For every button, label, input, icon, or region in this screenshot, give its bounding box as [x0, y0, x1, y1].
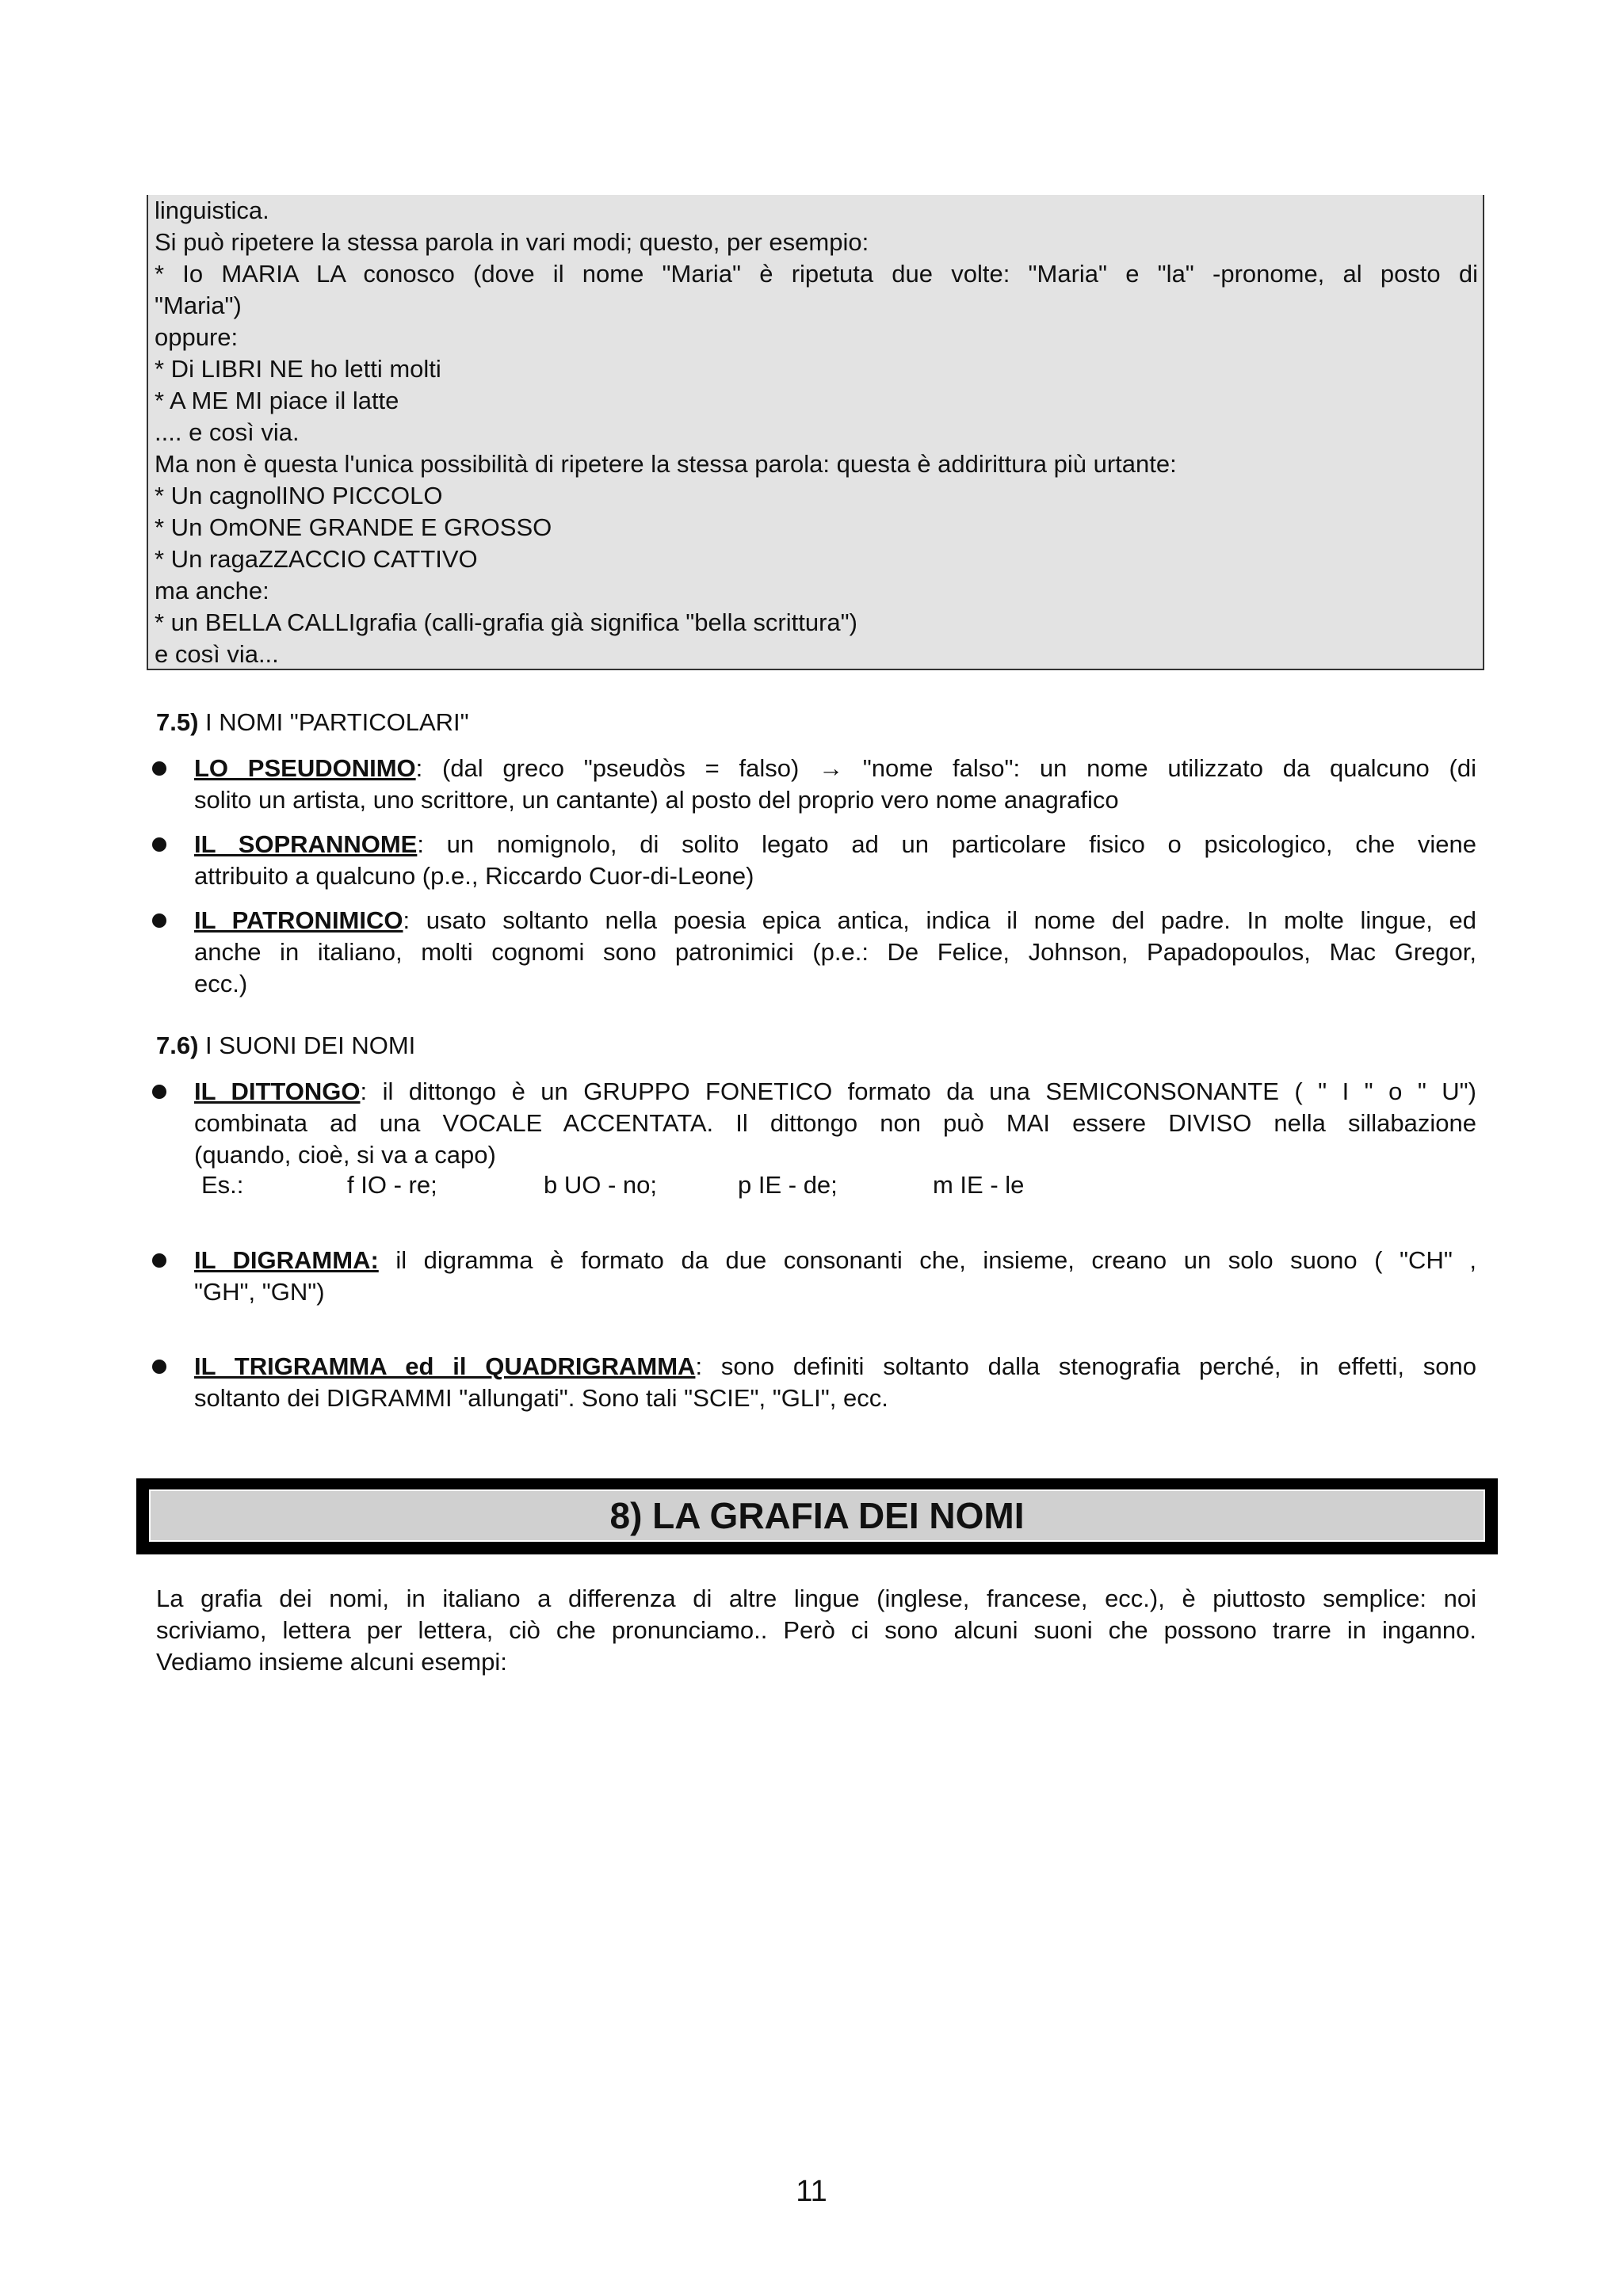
term-text: attribuito a qualcuno (p.e., Riccardo Cuor-di-Leone) [194, 862, 754, 890]
example-label: Es.: [201, 1171, 244, 1199]
term-label: IL DIGRAMMA: [194, 1246, 379, 1274]
bullet-icon [152, 1253, 166, 1268]
list-item [194, 905, 1476, 1000]
list-item [194, 753, 1476, 816]
term-text: : sono definiti soltanto dalla stenografia perché, in effetti, sono [695, 1352, 1476, 1380]
term-text: : il dittongo è un GRUPPO FONETICO formato da una SEMICONSONANTE ( " I " o " U") [360, 1077, 1477, 1105]
term-text: (quando, cioè, si va a capo) [194, 1141, 496, 1169]
box-line: .... e così via. [155, 418, 300, 446]
list-item [194, 1076, 1476, 1171]
term-label: IL PATRONIMICO [194, 906, 403, 934]
term-text: "GH", "GN") [194, 1278, 325, 1306]
term-label: IL TRIGRAMMA ed il QUADRIGRAMMA [194, 1352, 696, 1380]
box-line: oppure: [155, 323, 239, 351]
section-heading-7-6 [156, 1030, 415, 1062]
box-line: ma anche: [155, 577, 269, 605]
term-text: il digramma è formato da due consonanti che, insieme, creano un solo suono ( "CH" , [378, 1246, 1476, 1274]
term-text: solito un artista, uno scrittore, un cantante) al posto del proprio vero nome anagrafico [194, 786, 1119, 814]
box-line: Si può ripetere la stessa parola in vari modi; questo, per esempio: [155, 228, 869, 256]
term-text: : un nomignolo, di solito legato ad un particolare fisico o psicologico, che viene [417, 830, 1477, 858]
term-text: : (dal greco "pseudòs = falso) → "nome falso": un nome utilizzato da qualcuno (di [415, 754, 1476, 782]
box-line: * un BELLA CALLIgrafia (calli-grafia già significa "bella scrittura") [155, 608, 857, 636]
term-text: combinata ad una VOCALE ACCENTATA. Il dittongo non può MAI essere DIVISO nella sillabazione [194, 1109, 1476, 1137]
bullet-icon [152, 837, 166, 852]
term-label: LO PSEUDONIMO [194, 754, 416, 782]
chapter-title: 8) LA GRAFIA DEI NOMI [609, 1495, 1025, 1536]
paragraph-line: Vediamo insieme alcuni esempi: [156, 1648, 507, 1676]
box-line: Ma non è questa l'unica possibilità di ripetere la stessa parola: questa è addirittura più urtante: [155, 450, 1177, 478]
term-text: anche in italiano, molti cognomi sono patronimici (p.e.: De Felice, Johnson, Papadopoulos, Mac Gregor, [194, 938, 1476, 966]
box-line: linguistica. [155, 196, 269, 224]
bullet-icon [152, 1360, 166, 1374]
box-line: "Maria") [155, 292, 242, 319]
box-line: e così via... [155, 640, 279, 668]
section-heading-7-5 [156, 707, 469, 738]
section-title: I NOMI "PARTICOLARI" [198, 708, 469, 736]
paragraph-line: La grafia dei nomi, in italiano a differenza di altre lingue (inglese, francese, ecc.), è piuttosto semplice: noi [156, 1585, 1476, 1612]
box-line: * Un cagnolINO PICCOLO [155, 482, 443, 509]
example-syllables: m IE - le [933, 1171, 1025, 1199]
bullet-icon [152, 1085, 166, 1099]
box-line: * Io MARIA LA conosco (dove il nome "Maria" è ripetuta due volte: "Maria" e "la" -pronome, al posto di [155, 260, 1478, 288]
box-line: * A ME MI piace il latte [155, 387, 399, 414]
box-line: * Un ragaZZACCIO CATTIVO [155, 545, 478, 573]
list-item [194, 1351, 1476, 1414]
intro-paragraph [156, 1583, 1476, 1678]
term-text: soltanto dei DIGRAMMI "allungati". Sono tali "SCIE", "GLI", ecc. [194, 1384, 888, 1412]
list-item [194, 829, 1476, 892]
bullet-icon [152, 761, 166, 776]
paragraph-line: scriviamo, lettera per lettera, ciò che pronunciamo.. Però ci sono alcuni suoni che possono trarre in inganno. [156, 1616, 1476, 1644]
term-label: IL SOPRANNOME [194, 830, 418, 858]
box-line: * Di LIBRI NE ho letti molti [155, 355, 441, 383]
page-number: 11 [796, 2175, 827, 2208]
bullet-icon [152, 913, 166, 928]
list-item [194, 1245, 1476, 1308]
box-line: * Un OmONE GRANDE E GROSSO [155, 513, 552, 541]
term-label: IL DITTONGO [194, 1077, 361, 1105]
example-syllables: f IO - re; [347, 1171, 437, 1199]
term-text: ecc.) [194, 970, 248, 997]
section-title: I SUONI DEI NOMI [198, 1032, 416, 1059]
example-syllables: b UO - no; [544, 1171, 657, 1199]
example-syllables: p IE - de; [738, 1171, 838, 1199]
term-text: : usato soltanto nella poesia epica antica, indica il nome del padre. In molte lingue, ed [403, 906, 1476, 934]
section-number: 7.6) [156, 1032, 199, 1059]
chapter-heading [149, 1489, 1485, 1542]
section-number: 7.5) [156, 708, 199, 736]
